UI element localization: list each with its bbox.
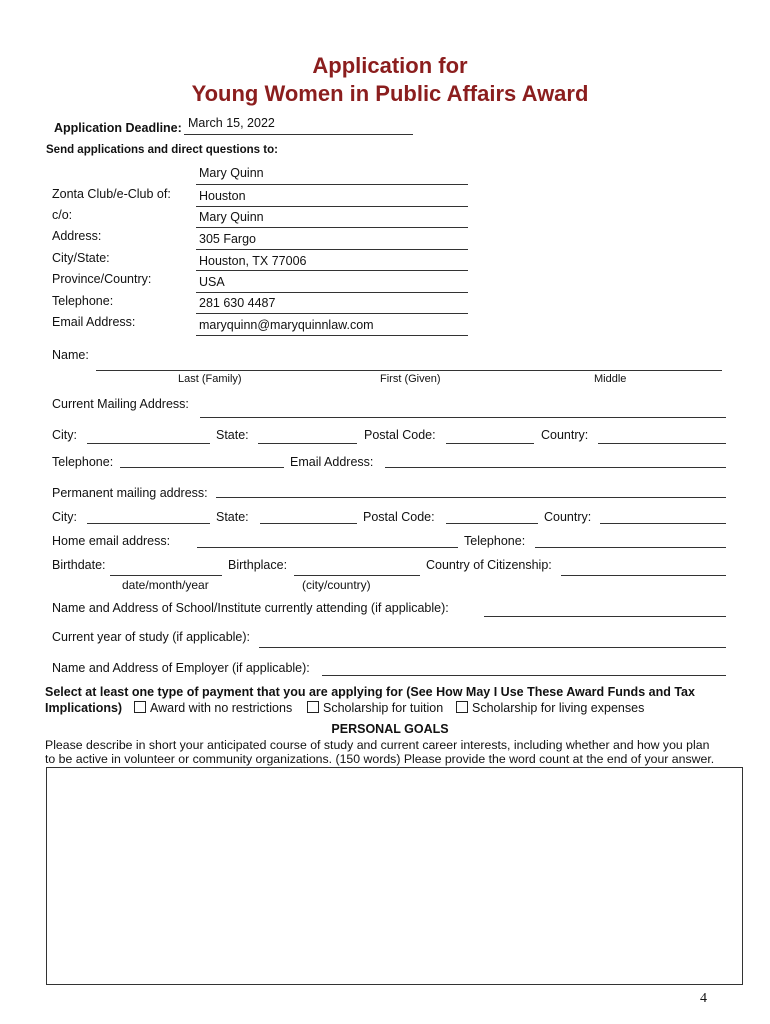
page-title-line1: Application for — [312, 53, 468, 78]
permanent-address-label: Permanent mailing address: — [52, 486, 208, 500]
contact-name-value[interactable]: Mary Quinn — [199, 166, 264, 180]
citizenship-field[interactable] — [561, 575, 726, 576]
perm-state-label: State: — [216, 510, 249, 524]
birthplace-hint: (city/country) — [302, 578, 371, 592]
country-field[interactable] — [598, 443, 726, 444]
applicant-telephone-label: Telephone: — [52, 455, 114, 469]
home-email-label: Home email address: — [52, 534, 171, 548]
name-first-hint: First (Given) — [380, 373, 441, 385]
postal-field[interactable] — [446, 443, 534, 444]
address-value[interactable]: 305 Fargo — [199, 232, 256, 246]
perm-state-field[interactable] — [260, 523, 357, 524]
city-state-underline — [196, 270, 468, 271]
email-underline — [196, 335, 468, 336]
payment-option-award-label: Award with no restrictions — [150, 701, 293, 715]
city-state-label: City/State: — [52, 251, 110, 265]
mailing-address-field[interactable] — [200, 417, 726, 418]
birthplace-field[interactable] — [294, 575, 420, 576]
perm-country-label: Country: — [544, 510, 592, 524]
birthdate-label: Birthdate: — [52, 558, 106, 572]
goals-answer-box[interactable] — [46, 767, 743, 985]
payment-option-living-label: Scholarship for living expenses — [472, 701, 645, 715]
state-field[interactable] — [258, 443, 357, 444]
club-value[interactable]: Houston — [199, 189, 246, 203]
school-label: Name and Address of School/Institute currently attending (if applicable): — [52, 601, 449, 615]
city-state-value[interactable]: Houston, TX 77006 — [199, 254, 307, 268]
perm-city-field[interactable] — [87, 523, 210, 524]
telephone-underline — [196, 313, 468, 314]
payment-option-tuition[interactable] — [307, 701, 443, 715]
province-label: Province/Country: — [52, 272, 152, 286]
employer-field[interactable] — [322, 675, 726, 676]
perm-postal-field[interactable] — [446, 523, 538, 524]
school-field[interactable] — [484, 616, 726, 617]
perm-country-field[interactable] — [600, 523, 726, 524]
goals-instructions-1: Please describe in short your anticipated course of study and current career interests, including whether and how you plan — [45, 738, 710, 752]
co-value[interactable]: Mary Quinn — [199, 210, 264, 224]
birthdate-hint: date/month/year — [122, 578, 209, 592]
send-to-label: Send applications and direct questions to: — [46, 144, 278, 156]
payment-option-award[interactable] — [134, 701, 292, 715]
address-label: Address: — [52, 229, 102, 243]
page-number: 4 — [700, 991, 707, 1006]
co-label: c/o: — [52, 208, 73, 222]
citizenship-label: Country of Citizenship: — [426, 558, 552, 572]
mailing-address-label: Current Mailing Address: — [52, 397, 189, 411]
applicant-email-field[interactable] — [385, 467, 726, 468]
province-value[interactable]: USA — [199, 275, 225, 289]
telephone-label: Telephone: — [52, 294, 114, 308]
checkbox-living[interactable] — [456, 701, 468, 713]
applicant-email-label: Email Address: — [290, 455, 374, 469]
city-label: City: — [52, 428, 77, 442]
permanent-address-field[interactable] — [216, 497, 726, 498]
name-middle-hint: Middle — [594, 373, 627, 385]
employer-label: Name and Address of Employer (if applicable): — [52, 661, 310, 675]
goals-heading: PERSONAL GOALS — [331, 722, 449, 736]
club-underline — [196, 206, 468, 207]
birthplace-label: Birthplace: — [228, 558, 288, 572]
payment-instruction: Select at least one type of payment that you are applying for (See How May I Use These Award Funds and Tax — [45, 685, 695, 699]
deadline-label: Application Deadline: — [54, 121, 182, 135]
state-label: State: — [216, 428, 249, 442]
payment-instruction-2: Implications) — [45, 701, 123, 715]
perm-postal-label: Postal Code: — [363, 510, 435, 524]
checkbox-award[interactable] — [134, 701, 146, 713]
deadline-underline — [184, 134, 413, 135]
co-underline — [196, 227, 468, 228]
home-email-field[interactable] — [197, 547, 458, 548]
address-underline — [196, 249, 468, 250]
perm-telephone-field[interactable] — [535, 547, 726, 548]
name-field[interactable] — [96, 370, 722, 371]
perm-telephone-label: Telephone: — [464, 534, 526, 548]
email-label: Email Address: — [52, 315, 136, 329]
country-label: Country: — [541, 428, 589, 442]
birthdate-field[interactable] — [110, 575, 222, 576]
applicant-telephone-field[interactable] — [120, 467, 284, 468]
email-value[interactable]: maryquinn@maryquinnlaw.com — [199, 318, 374, 332]
goals-instructions-2: to be active in volunteer or community organizations. (150 words) Please provide the word count at the end of your answer. — [45, 752, 715, 766]
postal-label: Postal Code: — [364, 428, 436, 442]
telephone-value[interactable]: 281 630 4487 — [199, 296, 276, 310]
province-underline — [196, 292, 468, 293]
payment-option-living[interactable] — [456, 701, 644, 715]
club-label: Zonta Club/e-Club of: — [52, 187, 171, 201]
deadline-value[interactable]: March 15, 2022 — [188, 116, 275, 130]
payment-option-tuition-label: Scholarship for tuition — [323, 701, 444, 715]
name-label: Name: — [52, 348, 89, 362]
perm-city-label: City: — [52, 510, 77, 524]
checkbox-tuition[interactable] — [307, 701, 319, 713]
name-last-hint: Last (Family) — [178, 373, 242, 385]
year-label: Current year of study (if applicable): — [52, 630, 251, 644]
year-field[interactable] — [259, 647, 726, 648]
city-field[interactable] — [87, 443, 210, 444]
page-title-line2: Young Women in Public Affairs Award — [191, 81, 589, 106]
contact-name-underline — [196, 184, 468, 185]
